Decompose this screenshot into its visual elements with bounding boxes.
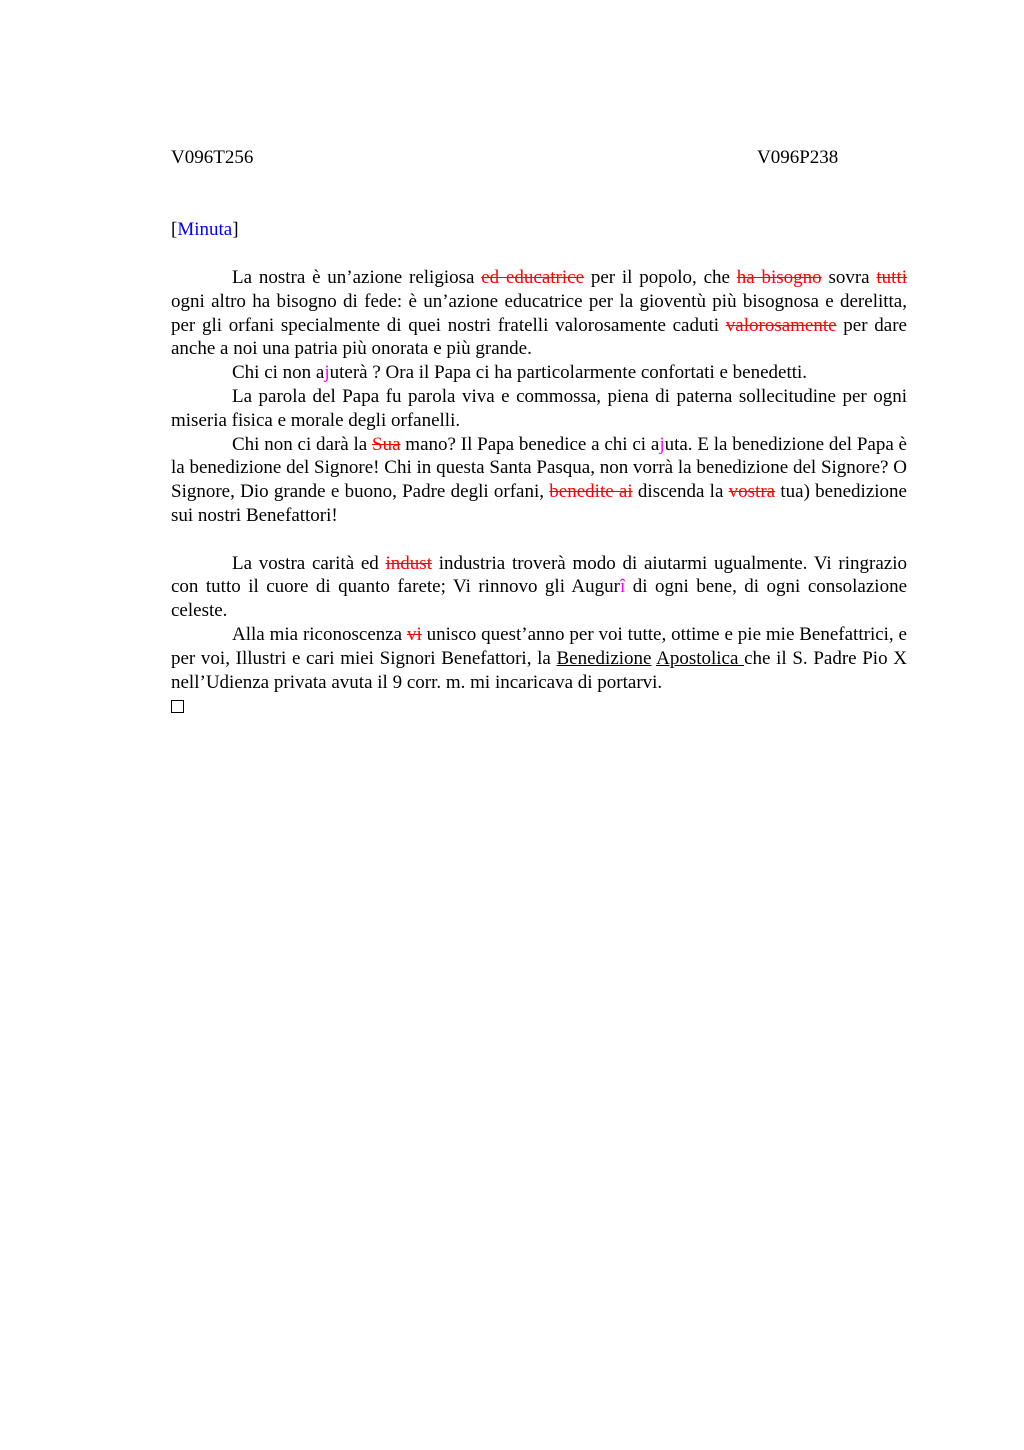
text-run: industria troverà modo di aiutarmi ugualmente. Vi ringrazio con tutto il cuore di quanto farete; Vi rinnovo gli Augur — [171, 552, 907, 598]
text-run: tua) benedizione sui nostri Benefattori! — [171, 481, 907, 526]
text-run: La parola del Papa fu parola viva e commossa, piena di paterna sollecitudine per ogni miseria fisica e morale degli orfanelli. — [171, 385, 907, 431]
text-run: uta. E la benedizione del Papa è la benedizione del Signore! Chi in questa Santa Pasqua, non vorrà la benedizione del Signore? O Signore, Dio grande e buono, Padre degli orfani, — [171, 433, 907, 503]
text-run: ogni altro ha bisogno di fede: è un’azione educatrice per la gioventù più bisognosa e derelitta, per gli orfani specialmente di quei nostri fratelli valorosamente caduti — [171, 290, 907, 336]
paragraph-1 — [171, 266, 907, 361]
text-run: uterà ? Ora il Papa ci ha particolarmente confortati e benedetti. — [329, 362, 808, 384]
paragraph-2 — [171, 361, 907, 385]
text-run: discenda la — [632, 481, 729, 503]
end-marker — [171, 694, 907, 720]
paragraph-gap — [171, 528, 907, 552]
minuta-text: Minuta — [177, 219, 233, 240]
text-run: Chi ci non a — [232, 362, 325, 384]
end-square-icon — [171, 700, 184, 713]
deleted-text: ed educatrice — [481, 267, 585, 288]
text-run: di ogni bene, di ogni consolazione celeste. — [171, 576, 907, 622]
deleted-text: tutti — [876, 267, 908, 288]
paragraph-4 — [171, 433, 907, 528]
text-run: unisco quest’anno per voi tutte, ottime e pie mie Benefattrici, e per voi, Illustri e cari miei Signori Benefattori, la — [171, 623, 907, 669]
inserted-letter: j — [324, 362, 330, 384]
text-run: sovra — [821, 267, 877, 288]
deleted-text: benedite ai — [549, 481, 633, 503]
paragraph-6 — [171, 623, 907, 694]
deleted-text: vi — [407, 623, 422, 645]
text-run: per il popolo, che — [584, 267, 737, 288]
text-run: La nostra è un’azione religiosa — [232, 267, 482, 288]
inserted-letter: î — [619, 576, 626, 598]
deleted-text: ha bisogno — [736, 267, 822, 288]
header-right-code: V096P238 — [757, 147, 839, 168]
deleted-text: indust — [385, 552, 432, 574]
text-run: che il S. Padre Pio X nell’Udienza privata avuta il 9 corr. m. mi incaricava di portarvi. — [171, 647, 907, 693]
minuta-open-bracket: [ — [171, 219, 178, 240]
text-run: Alla mia riconoscenza — [232, 623, 407, 645]
inserted-letter: j — [659, 433, 665, 455]
deleted-text: valorosamente — [725, 314, 837, 336]
paragraph-5 — [171, 552, 907, 623]
text-run: Chi non ci darà la — [232, 433, 373, 455]
text-run: mano? Il Papa benedice a chi ci a — [400, 433, 660, 455]
letter-body — [171, 266, 907, 720]
underlined-text: Benedizione — [556, 647, 652, 669]
minuta-close-bracket: ] — [232, 219, 239, 240]
text-run: La vostra carità ed — [232, 552, 386, 574]
minuta-label — [171, 218, 239, 242]
header-left-code: V096T256 — [171, 147, 254, 168]
deleted-text: Sua — [372, 433, 401, 455]
paragraph-3 — [171, 385, 907, 433]
deleted-text: vostra — [728, 481, 776, 503]
text-run: per dare anche a noi una patria più onorata e più grande. — [171, 314, 907, 360]
underlined-text: Apostolica — [656, 647, 745, 669]
